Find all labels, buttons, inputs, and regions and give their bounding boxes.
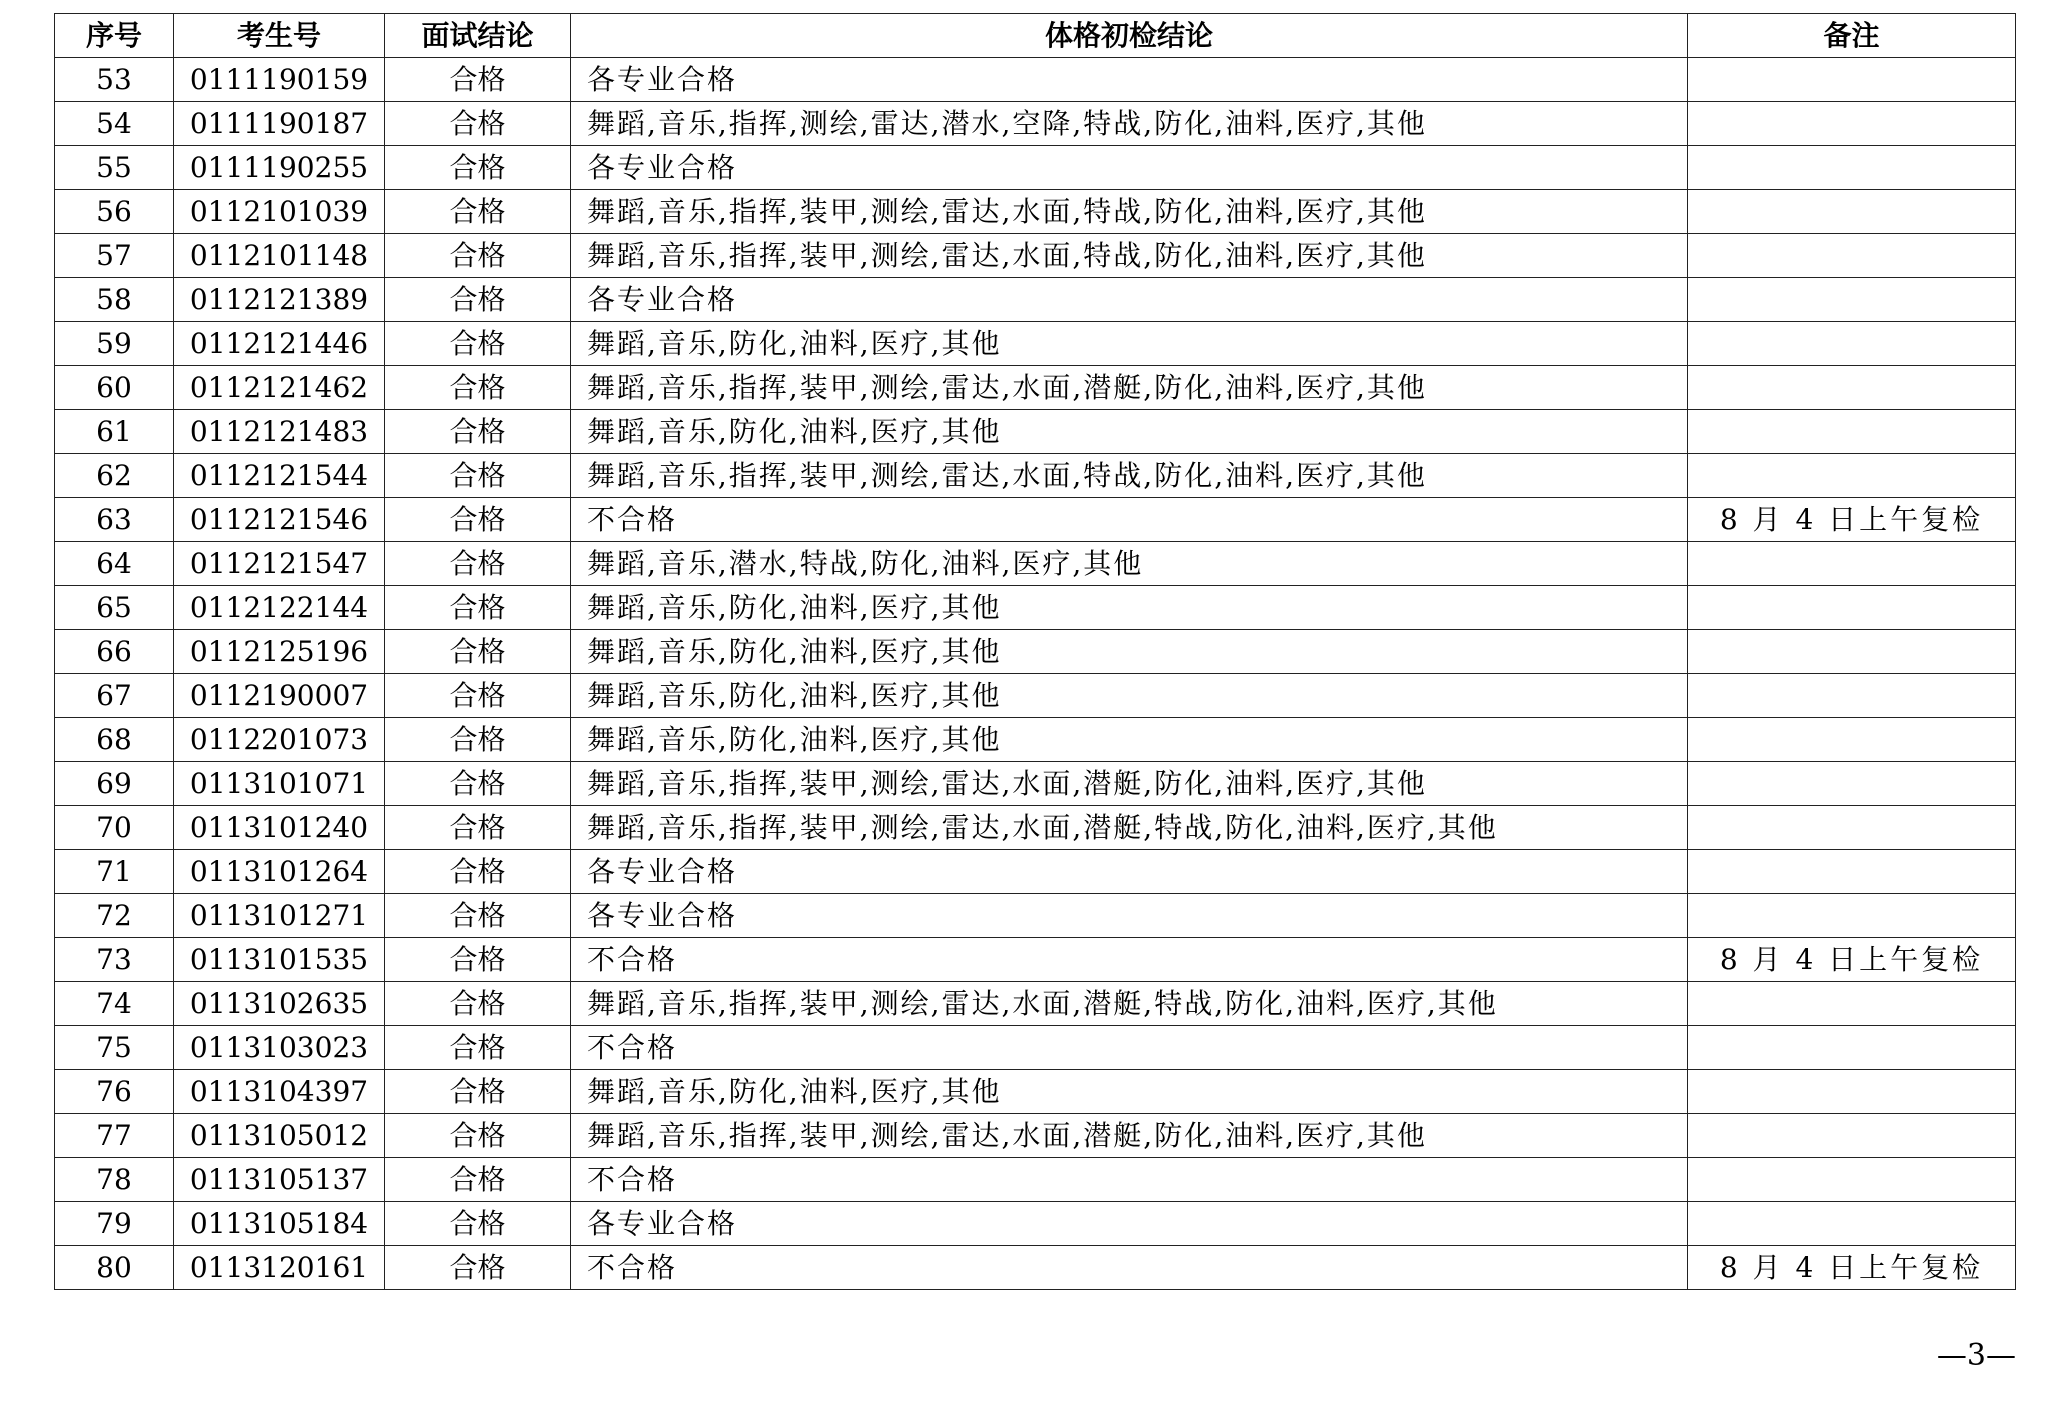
serial-number-cell: 74 bbox=[55, 982, 174, 1026]
serial-number-cell: 78 bbox=[55, 1158, 174, 1202]
interview-result-cell: 合格 bbox=[385, 1246, 571, 1290]
interview-result-cell: 合格 bbox=[385, 58, 571, 102]
interview-result-cell: 合格 bbox=[385, 322, 571, 366]
candidate-id-cell: 0112121483 bbox=[174, 410, 385, 454]
table-row bbox=[55, 1070, 2016, 1114]
serial-number-cell: 55 bbox=[55, 146, 174, 190]
remark-cell bbox=[1688, 322, 2016, 366]
table-header bbox=[55, 14, 2016, 58]
remark-cell bbox=[1688, 1202, 2016, 1246]
physical-check-result-cell: 舞蹈,音乐,指挥,装甲,测绘,雷达,水面,潜艇,特战,防化,油料,医疗,其他 bbox=[571, 982, 1688, 1026]
interview-result-cell: 合格 bbox=[385, 1202, 571, 1246]
physical-check-result-cell: 舞蹈,音乐,指挥,装甲,测绘,雷达,水面,特战,防化,油料,医疗,其他 bbox=[571, 190, 1688, 234]
remark-cell bbox=[1688, 1114, 2016, 1158]
physical-check-result-cell: 舞蹈,音乐,指挥,装甲,测绘,雷达,水面,潜艇,防化,油料,医疗,其他 bbox=[571, 762, 1688, 806]
table-row bbox=[55, 366, 2016, 410]
table-row bbox=[55, 894, 2016, 938]
physical-check-result-cell: 舞蹈,音乐,防化,油料,医疗,其他 bbox=[571, 410, 1688, 454]
remark-cell bbox=[1688, 762, 2016, 806]
serial-number-cell: 79 bbox=[55, 1202, 174, 1246]
remark-cell bbox=[1688, 102, 2016, 146]
candidate-id-cell: 0111190159 bbox=[174, 58, 385, 102]
serial-number-cell: 72 bbox=[55, 894, 174, 938]
table-row bbox=[55, 1026, 2016, 1070]
remark-cell bbox=[1688, 630, 2016, 674]
interview-result-cell: 合格 bbox=[385, 234, 571, 278]
interview-result-cell: 合格 bbox=[385, 1026, 571, 1070]
table-row bbox=[55, 1158, 2016, 1202]
remark-cell bbox=[1688, 234, 2016, 278]
physical-check-result-cell: 舞蹈,音乐,防化,油料,医疗,其他 bbox=[571, 674, 1688, 718]
physical-check-result-cell: 舞蹈,音乐,指挥,装甲,测绘,雷达,水面,潜艇,防化,油料,医疗,其他 bbox=[571, 366, 1688, 410]
physical-check-result-cell: 舞蹈,音乐,指挥,装甲,测绘,雷达,水面,潜艇,特战,防化,油料,医疗,其他 bbox=[571, 806, 1688, 850]
table-row bbox=[55, 806, 2016, 850]
candidate-id-cell: 0112201073 bbox=[174, 718, 385, 762]
physical-check-result-cell: 各专业合格 bbox=[571, 1202, 1688, 1246]
table-body bbox=[55, 58, 2016, 1290]
interview-result-cell: 合格 bbox=[385, 410, 571, 454]
candidate-id-cell: 0111190187 bbox=[174, 102, 385, 146]
serial-number-cell: 56 bbox=[55, 190, 174, 234]
remark-cell bbox=[1688, 366, 2016, 410]
remark-cell: 8 月 4 日上午复检 bbox=[1688, 1246, 2016, 1290]
remark-cell bbox=[1688, 1070, 2016, 1114]
serial-number-cell: 54 bbox=[55, 102, 174, 146]
interview-result-cell: 合格 bbox=[385, 1158, 571, 1202]
interview-result-cell: 合格 bbox=[385, 850, 571, 894]
serial-number-cell: 57 bbox=[55, 234, 174, 278]
header-serial-number: 序号 bbox=[55, 14, 174, 58]
physical-check-result-cell: 舞蹈,音乐,防化,油料,医疗,其他 bbox=[571, 586, 1688, 630]
remark-cell bbox=[1688, 1158, 2016, 1202]
physical-check-result-cell: 各专业合格 bbox=[571, 850, 1688, 894]
serial-number-cell: 60 bbox=[55, 366, 174, 410]
remark-cell bbox=[1688, 542, 2016, 586]
interview-result-cell: 合格 bbox=[385, 674, 571, 718]
physical-check-result-cell: 不合格 bbox=[571, 1246, 1688, 1290]
remark-cell bbox=[1688, 850, 2016, 894]
interview-result-cell: 合格 bbox=[385, 630, 571, 674]
remark-cell bbox=[1688, 278, 2016, 322]
table-row bbox=[55, 762, 2016, 806]
physical-check-result-cell: 舞蹈,音乐,指挥,测绘,雷达,潜水,空降,特战,防化,油料,医疗,其他 bbox=[571, 102, 1688, 146]
interview-result-cell: 合格 bbox=[385, 938, 571, 982]
candidate-id-cell: 0113101071 bbox=[174, 762, 385, 806]
interview-result-cell: 合格 bbox=[385, 1070, 571, 1114]
candidate-id-cell: 0113105012 bbox=[174, 1114, 385, 1158]
header-interview-result: 面试结论 bbox=[385, 14, 571, 58]
remark-cell bbox=[1688, 190, 2016, 234]
candidate-id-cell: 0113101271 bbox=[174, 894, 385, 938]
remark-cell bbox=[1688, 586, 2016, 630]
physical-check-result-cell: 舞蹈,音乐,潜水,特战,防化,油料,医疗,其他 bbox=[571, 542, 1688, 586]
candidate-id-cell: 0112125196 bbox=[174, 630, 385, 674]
table-row bbox=[55, 674, 2016, 718]
table-row bbox=[55, 278, 2016, 322]
remark-cell bbox=[1688, 982, 2016, 1026]
table-row bbox=[55, 146, 2016, 190]
header-remark: 备注 bbox=[1688, 14, 2016, 58]
physical-check-result-cell: 各专业合格 bbox=[571, 146, 1688, 190]
table-row bbox=[55, 322, 2016, 366]
table-row bbox=[55, 190, 2016, 234]
physical-check-result-cell: 不合格 bbox=[571, 1158, 1688, 1202]
page-number: —3— bbox=[1936, 1338, 2016, 1373]
physical-check-result-cell: 不合格 bbox=[571, 498, 1688, 542]
candidate-id-cell: 0112121546 bbox=[174, 498, 385, 542]
table-row bbox=[55, 234, 2016, 278]
candidate-id-cell: 0113102635 bbox=[174, 982, 385, 1026]
interview-result-cell: 合格 bbox=[385, 498, 571, 542]
table-row bbox=[55, 586, 2016, 630]
physical-check-result-cell: 不合格 bbox=[571, 1026, 1688, 1070]
remark-cell: 8 月 4 日上午复检 bbox=[1688, 498, 2016, 542]
interview-result-cell: 合格 bbox=[385, 718, 571, 762]
serial-number-cell: 59 bbox=[55, 322, 174, 366]
table-row bbox=[55, 1114, 2016, 1158]
candidate-id-cell: 0112101039 bbox=[174, 190, 385, 234]
physical-check-result-cell: 舞蹈,音乐,防化,油料,医疗,其他 bbox=[571, 630, 1688, 674]
physical-check-result-cell: 舞蹈,音乐,指挥,装甲,测绘,雷达,水面,潜艇,防化,油料,医疗,其他 bbox=[571, 1114, 1688, 1158]
table-row bbox=[55, 542, 2016, 586]
serial-number-cell: 53 bbox=[55, 58, 174, 102]
interview-result-cell: 合格 bbox=[385, 146, 571, 190]
candidate-id-cell: 0113101535 bbox=[174, 938, 385, 982]
table-row bbox=[55, 498, 2016, 542]
serial-number-cell: 75 bbox=[55, 1026, 174, 1070]
table-row bbox=[55, 982, 2016, 1026]
header-row bbox=[55, 14, 2016, 58]
results-table bbox=[54, 13, 2016, 1290]
interview-result-cell: 合格 bbox=[385, 454, 571, 498]
table-row bbox=[55, 718, 2016, 762]
remark-cell bbox=[1688, 410, 2016, 454]
serial-number-cell: 69 bbox=[55, 762, 174, 806]
table-row bbox=[55, 630, 2016, 674]
candidate-id-cell: 0112121544 bbox=[174, 454, 385, 498]
serial-number-cell: 67 bbox=[55, 674, 174, 718]
table-row bbox=[55, 1246, 2016, 1290]
serial-number-cell: 66 bbox=[55, 630, 174, 674]
serial-number-cell: 70 bbox=[55, 806, 174, 850]
candidate-id-cell: 0112121446 bbox=[174, 322, 385, 366]
serial-number-cell: 61 bbox=[55, 410, 174, 454]
physical-check-result-cell: 舞蹈,音乐,防化,油料,医疗,其他 bbox=[571, 322, 1688, 366]
table-row bbox=[55, 850, 2016, 894]
serial-number-cell: 68 bbox=[55, 718, 174, 762]
candidate-id-cell: 0112121547 bbox=[174, 542, 385, 586]
serial-number-cell: 64 bbox=[55, 542, 174, 586]
candidate-id-cell: 0112101148 bbox=[174, 234, 385, 278]
interview-result-cell: 合格 bbox=[385, 806, 571, 850]
serial-number-cell: 58 bbox=[55, 278, 174, 322]
remark-cell bbox=[1688, 806, 2016, 850]
physical-check-result-cell: 不合格 bbox=[571, 938, 1688, 982]
physical-check-result-cell: 各专业合格 bbox=[571, 894, 1688, 938]
interview-result-cell: 合格 bbox=[385, 366, 571, 410]
serial-number-cell: 73 bbox=[55, 938, 174, 982]
serial-number-cell: 77 bbox=[55, 1114, 174, 1158]
header-physical-check-result: 体格初检结论 bbox=[571, 14, 1688, 58]
serial-number-cell: 62 bbox=[55, 454, 174, 498]
candidate-id-cell: 0112122144 bbox=[174, 586, 385, 630]
candidate-id-cell: 0113103023 bbox=[174, 1026, 385, 1070]
serial-number-cell: 63 bbox=[55, 498, 174, 542]
physical-check-result-cell: 舞蹈,音乐,指挥,装甲,测绘,雷达,水面,特战,防化,油料,医疗,其他 bbox=[571, 234, 1688, 278]
remark-cell bbox=[1688, 454, 2016, 498]
interview-result-cell: 合格 bbox=[385, 762, 571, 806]
candidate-id-cell: 0113105184 bbox=[174, 1202, 385, 1246]
candidate-id-cell: 0113104397 bbox=[174, 1070, 385, 1114]
remark-cell bbox=[1688, 58, 2016, 102]
interview-result-cell: 合格 bbox=[385, 542, 571, 586]
interview-result-cell: 合格 bbox=[385, 102, 571, 146]
remark-cell bbox=[1688, 1026, 2016, 1070]
candidate-id-cell: 0113105137 bbox=[174, 1158, 385, 1202]
candidate-id-cell: 0112121389 bbox=[174, 278, 385, 322]
remark-cell: 8 月 4 日上午复检 bbox=[1688, 938, 2016, 982]
candidate-id-cell: 0112121462 bbox=[174, 366, 385, 410]
candidate-id-cell: 0111190255 bbox=[174, 146, 385, 190]
table-row bbox=[55, 938, 2016, 982]
physical-check-result-cell: 舞蹈,音乐,防化,油料,医疗,其他 bbox=[571, 1070, 1688, 1114]
interview-result-cell: 合格 bbox=[385, 894, 571, 938]
physical-check-result-cell: 舞蹈,音乐,防化,油料,医疗,其他 bbox=[571, 718, 1688, 762]
table-row bbox=[55, 58, 2016, 102]
physical-check-result-cell: 各专业合格 bbox=[571, 278, 1688, 322]
interview-result-cell: 合格 bbox=[385, 190, 571, 234]
table-row bbox=[55, 1202, 2016, 1246]
candidate-id-cell: 0112190007 bbox=[174, 674, 385, 718]
physical-check-result-cell: 各专业合格 bbox=[571, 58, 1688, 102]
remark-cell bbox=[1688, 718, 2016, 762]
serial-number-cell: 71 bbox=[55, 850, 174, 894]
table-row bbox=[55, 410, 2016, 454]
remark-cell bbox=[1688, 146, 2016, 190]
interview-result-cell: 合格 bbox=[385, 586, 571, 630]
remark-cell bbox=[1688, 674, 2016, 718]
interview-result-cell: 合格 bbox=[385, 278, 571, 322]
serial-number-cell: 76 bbox=[55, 1070, 174, 1114]
interview-result-cell: 合格 bbox=[385, 1114, 571, 1158]
table-row bbox=[55, 102, 2016, 146]
physical-check-result-cell: 舞蹈,音乐,指挥,装甲,测绘,雷达,水面,特战,防化,油料,医疗,其他 bbox=[571, 454, 1688, 498]
candidate-id-cell: 0113101240 bbox=[174, 806, 385, 850]
table-row bbox=[55, 454, 2016, 498]
candidate-id-cell: 0113101264 bbox=[174, 850, 385, 894]
candidate-id-cell: 0113120161 bbox=[174, 1246, 385, 1290]
serial-number-cell: 80 bbox=[55, 1246, 174, 1290]
serial-number-cell: 65 bbox=[55, 586, 174, 630]
interview-result-cell: 合格 bbox=[385, 982, 571, 1026]
header-candidate-id: 考生号 bbox=[174, 14, 385, 58]
remark-cell bbox=[1688, 894, 2016, 938]
